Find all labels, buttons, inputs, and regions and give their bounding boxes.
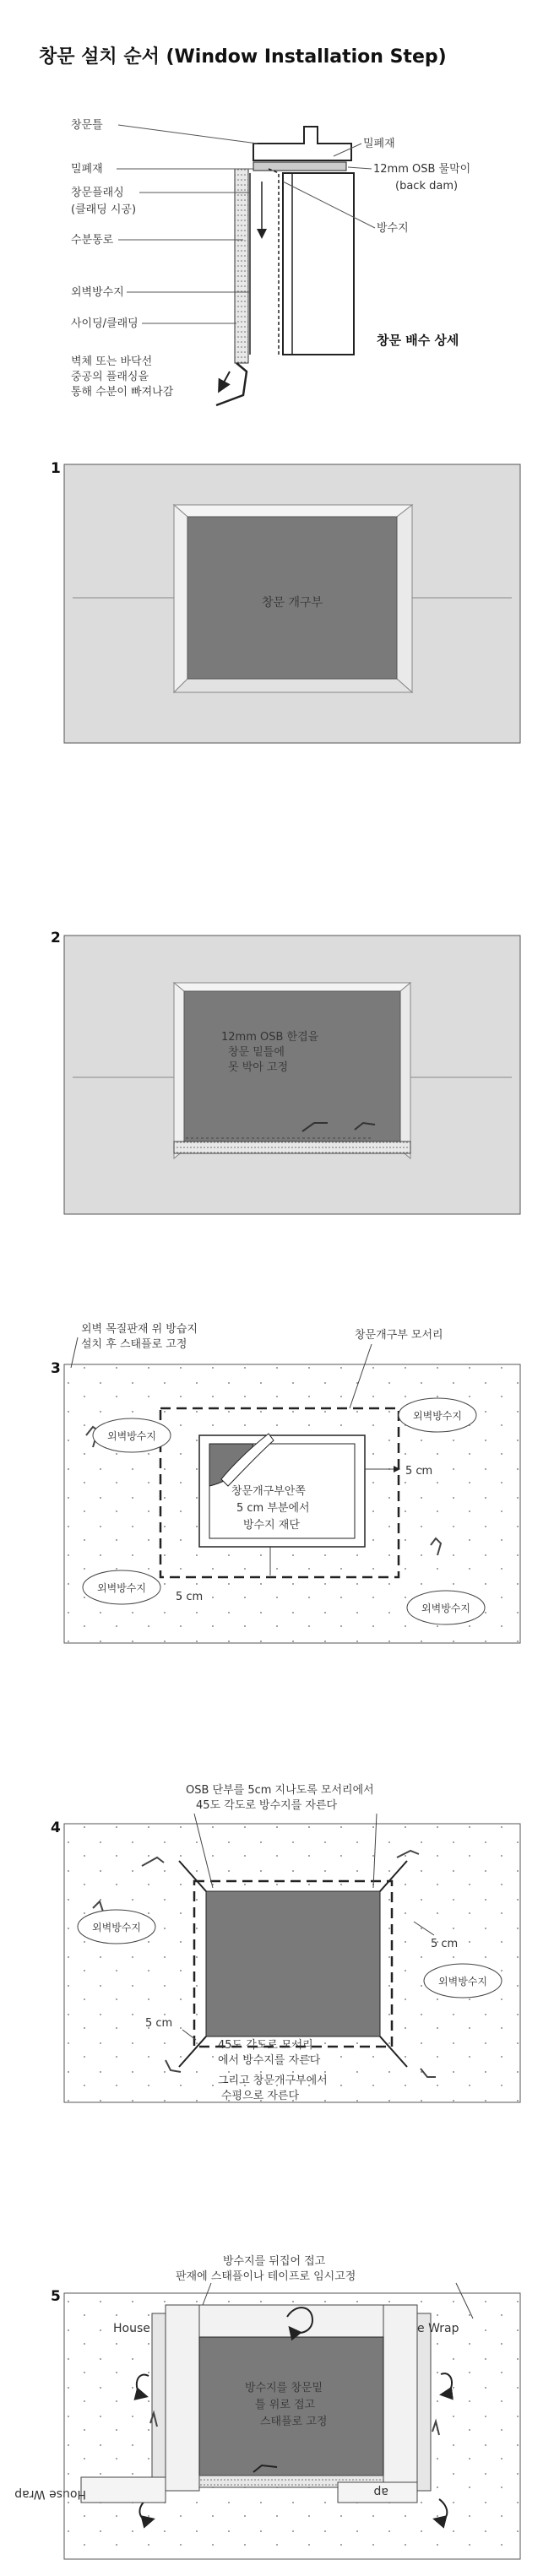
page-title: 창문 설치 순서 (Window Installation Step) — [39, 46, 447, 68]
label-waterproof: 방수지 — [377, 222, 409, 235]
cut-text-2: 5 cm 부분에서 — [236, 1502, 310, 1515]
rough-opening-5 — [199, 2337, 383, 2486]
step-1-panel — [64, 464, 520, 743]
label-osb-1: 12mm OSB 물막이 — [373, 163, 471, 176]
house-wrap-bottom-right: ap — [373, 2485, 388, 2498]
cut-text-1: 창문개구부안쪽 — [231, 1485, 306, 1498]
label-note-2: 중공의 플래싱을 — [71, 371, 149, 383]
label-flashing-1: 창문플래싱 — [71, 187, 124, 199]
step-2-text-1: 12mm OSB 한겹을 — [221, 1031, 319, 1044]
label-drain: 수분통로 — [71, 234, 114, 247]
step-5-center-3: 스태플로 고정 — [260, 2416, 328, 2428]
wrb-label-2: 외벽방수지 — [413, 1410, 462, 1422]
label-sealant-top: 밀폐재 — [363, 138, 395, 150]
wrb-label-4b: 외벽방수지 — [438, 1976, 487, 1988]
step-5-center-1: 방수지를 창문밑 — [245, 2382, 323, 2394]
step-5-number: 5 — [51, 2288, 61, 2305]
step-2-text-2: 창문 밑틀에 — [228, 1046, 285, 1059]
step-3-panel — [64, 1322, 520, 1643]
opening-label: 창문 개구부 — [261, 596, 323, 610]
label-osb-2: (back dam) — [395, 180, 459, 193]
step-2-panel — [64, 935, 520, 1214]
step-5-top-2: 판재에 스태플이나 테이프로 임시고정 — [176, 2270, 356, 2283]
dim-left-4: 5 cm — [145, 2017, 173, 2030]
osb-back-dam — [174, 1142, 410, 1153]
wrb-label-3: 외벽방수지 — [97, 1582, 146, 1594]
step-4-bottom-2: 에서 방수지를 자른다 — [218, 2054, 321, 2067]
rough-opening-4 — [206, 1891, 380, 2036]
dim-bottom: 5 cm — [176, 1591, 204, 1603]
drip-flashing — [216, 363, 247, 405]
step-3-callout-1: 외벽 목질판재 위 방습지 — [81, 1323, 198, 1336]
cladding-band — [235, 169, 248, 363]
step-2-number: 2 — [51, 930, 61, 946]
wrb-label-1: 외벽방수지 — [107, 1430, 156, 1442]
step-4-number: 4 — [51, 1819, 61, 1836]
house-wrap-left: House — [113, 2322, 150, 2335]
step-5-center-2: 틀 위로 접고 — [255, 2399, 316, 2411]
step-4-bottom-3: 그리고 창문개구부에서 — [218, 2074, 328, 2087]
step-4-bottom-4: 수평으로 자른다 — [221, 2090, 300, 2102]
label-frame: 창문틀 — [71, 119, 103, 132]
label-sealant-left: 밀폐재 — [71, 163, 103, 176]
dim-right-4: 5 cm — [431, 1938, 459, 1950]
drainage-detail — [71, 118, 470, 405]
label-siding: 사이딩/클래딩 — [71, 317, 138, 330]
wall-jamb — [283, 173, 354, 355]
step-4-panel — [64, 1783, 520, 2102]
step-3-callout-2: 설치 후 스태플로 고정 — [81, 1338, 187, 1351]
cut-text-3: 방수지 재단 — [243, 1519, 300, 1532]
step-4-bottom-1: 45도 각도로 모서리 — [218, 2039, 313, 2052]
label-note-1: 벽체 또는 바닥선 — [71, 355, 153, 368]
house-wrap-right: e Wrap — [417, 2322, 459, 2335]
wrb-label-4: 외벽방수지 — [421, 1603, 470, 1614]
wrb-label-4a: 외벽방수지 — [92, 1922, 141, 1933]
label-flashing-2: (클래딩 시공) — [71, 203, 137, 216]
step-5-panel — [14, 2254, 520, 2559]
window-frame — [253, 127, 351, 160]
step-4-top-2: 45도 각도로 방수지를 자른다 — [196, 1799, 338, 1812]
step-2-text-3: 못 박아 고정 — [228, 1061, 289, 1074]
step-1-number: 1 — [51, 460, 61, 477]
step-5-top-1: 방수지를 뒤집어 접고 — [223, 2255, 326, 2268]
label-note-3: 통해 수분이 빠져나감 — [71, 386, 174, 399]
corner-callout: 창문개구부 모서리 — [355, 1329, 443, 1342]
dim-right: 5 cm — [405, 1465, 433, 1478]
house-wrap-bottom-left: House Wrap — [14, 2487, 86, 2501]
step-4-top-1: OSB 단부를 5cm 지나도록 모서리에서 — [186, 1784, 374, 1797]
detail-caption: 창문 배수 상세 — [377, 333, 459, 348]
step-3-number: 3 — [51, 1360, 61, 1377]
label-wrb: 외벽방수지 — [71, 286, 124, 299]
